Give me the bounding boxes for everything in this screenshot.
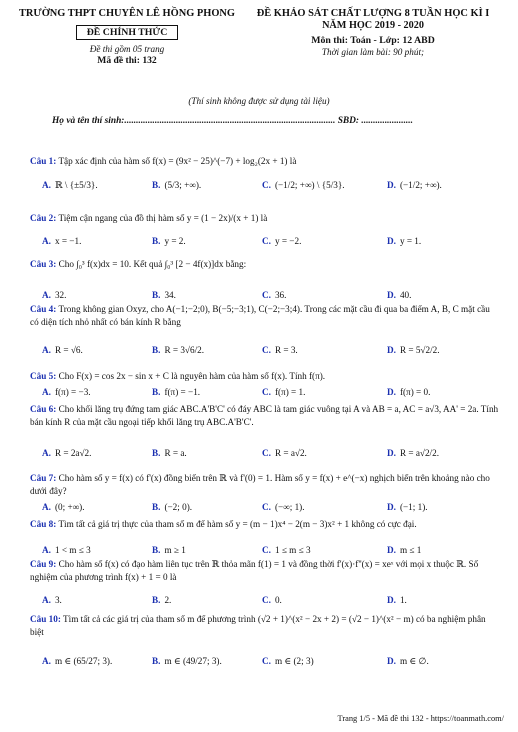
option-b[interactable]: B. 2. [152,595,172,605]
option-c[interactable]: C. R = a√2. [262,448,307,458]
exam-code: Mã đề thi: 132 [97,55,157,66]
option-b[interactable]: B. (5/3; +∞). [152,180,202,190]
option-b[interactable]: B. f(π) = −1. [152,387,201,397]
question-3 [30,258,500,271]
question-label: Câu 5: [30,371,57,381]
question-6 [30,403,500,429]
option-c[interactable]: C. 1 ≤ m ≤ 3 [262,545,311,555]
question-label: Câu 7: [30,473,57,483]
option-c[interactable]: C. 36. [262,290,287,300]
option-d[interactable]: D. m ∈ ∅. [387,656,429,666]
option-a[interactable]: A. 3. [42,595,62,605]
question-label: Câu 1: [30,156,57,166]
option-c[interactable]: C. R = 3. [262,345,298,355]
option-a[interactable]: A. m ∈ (65/27; 3). [42,656,113,666]
school-header [12,8,242,66]
question-text: Cho ∫₀³ f(x)dx = 10. Kết quả ∫₀³ [2 − 4f(x)]dx bằng: [58,259,247,269]
option-a[interactable]: A. f(π) = −3. [42,387,91,397]
question-1 [30,155,500,168]
question-text: Tìm tất cả giá trị thực của tham số m để hàm số y = (m − 1)x⁴ − 2(m − 3)x² + 1 không có cực đại. [58,519,417,529]
candidate-line: Họ và tên thí sinh:.......................................................................................... SBD: ...................... [52,116,413,126]
option-d[interactable]: D. 40. [387,290,412,300]
option-c[interactable]: C. (−∞; 1). [262,502,305,512]
pages-note: Đề thi gồm 05 trang [89,44,165,54]
exam-title: ĐỀ KHẢO SÁT CHẤT LƯỢNG 8 TUẦN HỌC KÌ I [256,8,490,19]
option-b[interactable]: B. (−2; 0). [152,502,193,512]
duration-line: Thời gian làm bài: 90 phút; [321,47,425,57]
question-5 [30,370,500,383]
option-c[interactable]: C. y = −2. [262,236,302,246]
option-b[interactable]: B. R = a. [152,448,187,458]
option-a[interactable]: A. 32. [42,290,67,300]
exam-header [238,8,508,57]
option-b[interactable]: B. m ∈ (49/27; 3). [152,656,222,666]
option-b[interactable]: B. R = 3√6/2. [152,345,205,355]
question-9 [30,558,500,584]
question-2 [30,212,500,225]
option-c[interactable]: C. f(π) = 1. [262,387,306,397]
question-7 [30,472,500,498]
question-label: Câu 10: [30,614,61,624]
question-10 [30,613,500,639]
question-label: Câu 6: [30,404,57,414]
no-materials-note: (Thí sinh không được sử dụng tài liệu) [188,96,330,106]
option-d[interactable]: D. y = 1. [387,236,422,246]
option-b[interactable]: B. 34. [152,290,176,300]
option-a[interactable]: A. x = −1. [42,236,82,246]
question-label: Câu 3: [30,259,57,269]
option-c[interactable]: C. 0. [262,595,282,605]
option-c[interactable]: C. m ∈ (2; 3) [262,656,314,666]
option-a[interactable]: A. (0; +∞). [42,502,85,512]
question-label: Câu 2: [30,213,57,223]
question-text: Cho F(x) = cos 2x − sin x + C là nguyên hàm của hàm số f(x). Tính f(π). [58,371,326,381]
question-label: Câu 9: [30,559,57,569]
option-d[interactable]: D. 1. [387,595,407,605]
question-text: Trong không gian Oxyz, cho A(−1;−2;0), B(−5;−3;1), C(−2;−3;4). Trong các mặt cầu đi qua ba điểm A, B, C mặt cầu có diện tích nhỏ nhất có bán kính R bằng [30,304,490,327]
option-a[interactable]: A. R = 2a√2. [42,448,92,458]
option-d[interactable]: D. R = 5√2/2. [387,345,440,355]
subject-line: Môn thi: Toán - Lớp: 12 ABD [311,35,435,46]
option-a[interactable]: A. ℝ \ {±5/3}. [42,180,98,190]
school-year: NĂM HỌC 2019 - 2020 [322,20,424,31]
question-text: Tìm tất cả các giá trị của tham số m để phương trình (√2 + 1)^(x² − 2x + 2) = (√2 − 1)^(x² − m) có ba nghiệm phân biệt [30,614,486,637]
question-text: Cho hàm số y = f(x) có f'(x) đồng biến trên ℝ và f'(0) = 1. Hàm số y = f(x) + e^(−x) nghịch biến trên khoảng nào cho dưới đây? [30,473,490,496]
school-name: TRƯỜNG THPT CHUYÊN LÊ HỒNG PHONG [18,8,235,19]
option-d[interactable]: D. f(π) = 0. [387,387,431,397]
question-label: Câu 8: [30,519,57,529]
question-label: Câu 4: [30,304,57,314]
question-text: Tập xác định của hàm số f(x) = (9x² − 25)^(−7) + log₂(2x + 1) là [58,156,297,166]
option-c[interactable]: C. (−1/2; +∞) \ {5/3}. [262,180,345,190]
option-d[interactable]: D. (−1/2; +∞). [387,180,442,190]
option-d[interactable]: D. (−1; 1). [387,502,428,512]
page-footer: Trang 1/5 - Mã đề thi 132 - https://toanmath.com/ [337,714,504,723]
option-a[interactable]: A. 1 < m ≤ 3 [42,545,91,555]
option-d[interactable]: D. m ≤ 1 [387,545,422,555]
question-text: Cho khối lăng trụ đứng tam giác ABC.A'B'C' có đáy ABC là tam giác vuông tại A và AB = a, AC = a√3, AA' = 2a. Tính bán kính R của mặt cầu ngoại tiếp khối lăng trụ ABC.A'B'C'. [30,404,499,427]
question-4 [30,303,500,329]
option-d[interactable]: D. R = a√2/2. [387,448,439,458]
official-badge: ĐỀ CHÍNH THỨC [76,25,179,40]
option-a[interactable]: A. R = √6. [42,345,83,355]
option-b[interactable]: B. m ≥ 1 [152,545,186,555]
question-text: Tiệm cận ngang của đồ thị hàm số y = (1 − 2x)/(x + 1) là [58,213,268,223]
question-8 [30,518,500,531]
question-text: Cho hàm số f(x) có đạo hàm liên tục trên ℝ thỏa mãn f(1) = 1 và đồng thời f'(x)·f''(x) = xeˣ với mọi x thuộc ℝ. Số nghiệm của phương trình f(x) + 1 = 0 là [30,559,479,582]
option-b[interactable]: B. y = 2. [152,236,186,246]
